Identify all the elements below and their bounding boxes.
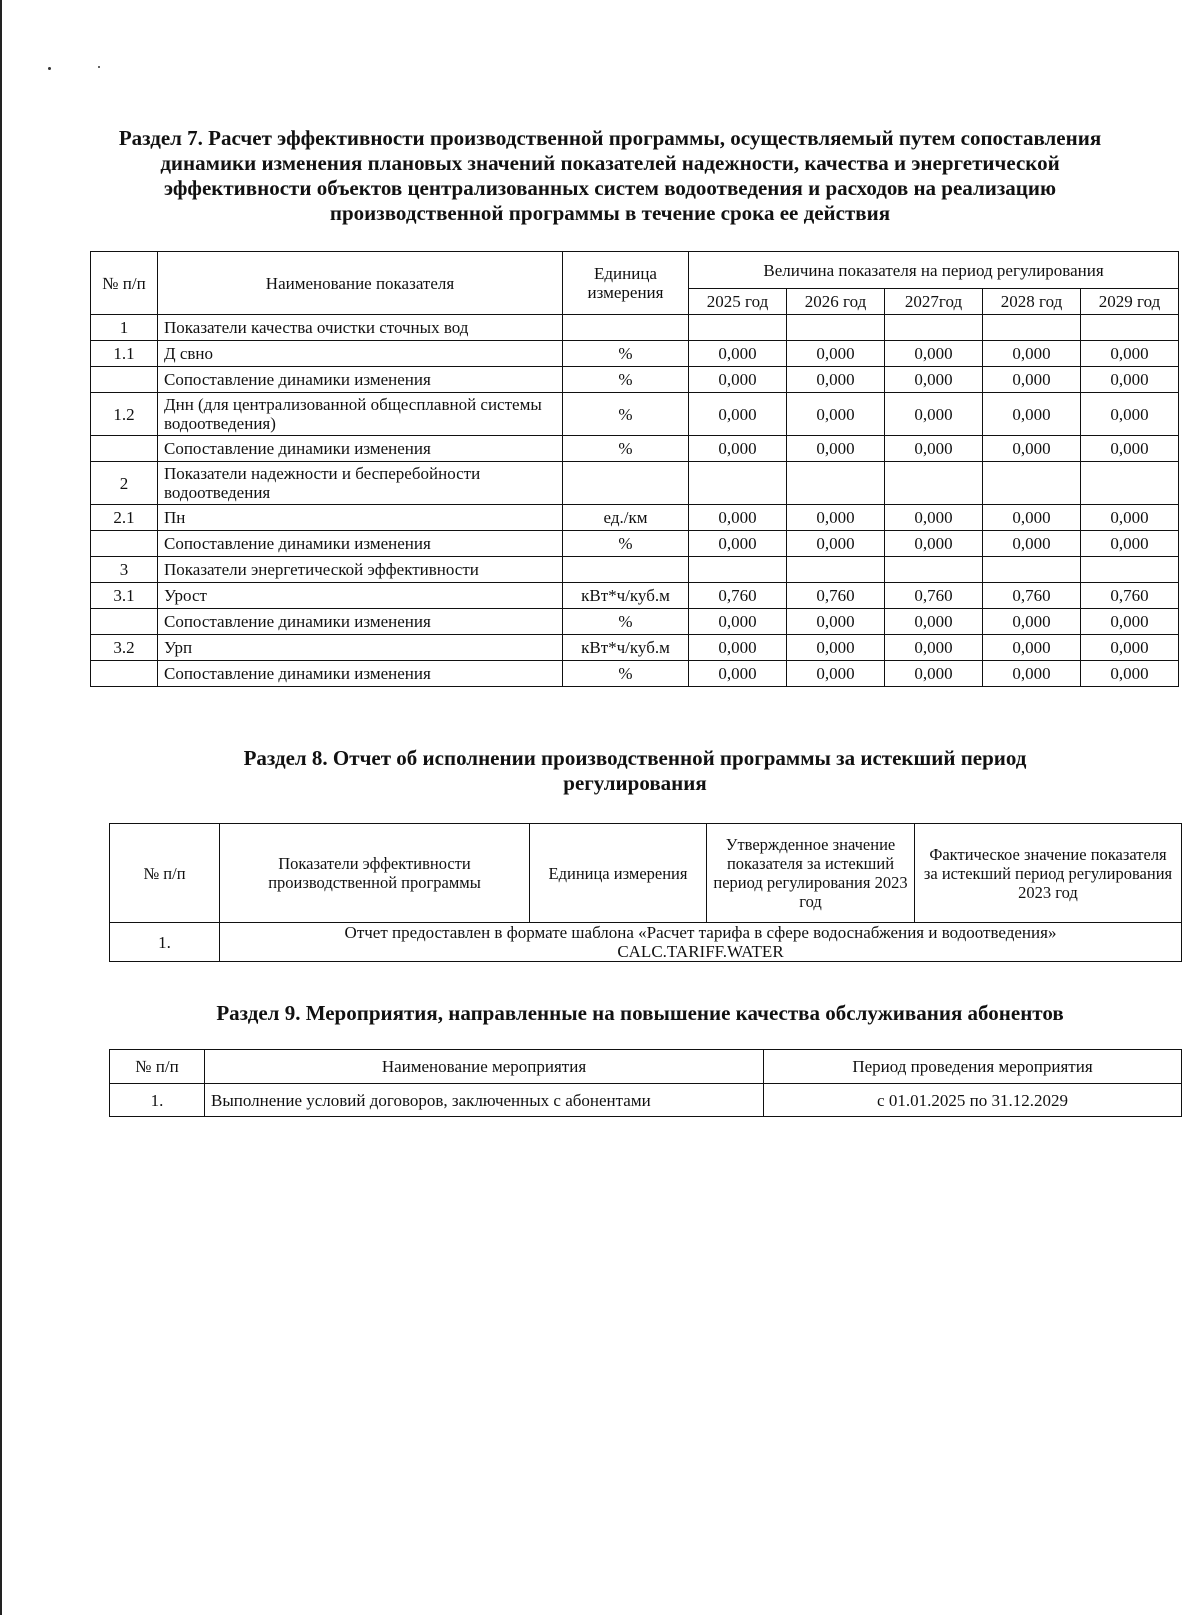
row-value (1081, 557, 1179, 583)
row-num (91, 661, 158, 687)
row-value: 0,000 (983, 436, 1081, 462)
header-year: 2029 год (1081, 289, 1179, 315)
table-row (91, 635, 1179, 661)
row-num (91, 367, 158, 393)
row-name: Выполнение условий договоров, заключенных с абонентами (205, 1084, 764, 1117)
row-name: Сопоставление динамики изменения (158, 367, 563, 393)
table-row (91, 436, 1179, 462)
row-unit: % (563, 609, 689, 635)
row-value: 0,000 (1081, 341, 1179, 367)
row-num (91, 609, 158, 635)
table-row (91, 609, 1179, 635)
row-value: 0,000 (885, 531, 983, 557)
row-value: 0,000 (787, 609, 885, 635)
row-value: 0,000 (983, 531, 1081, 557)
table-row (91, 462, 1179, 505)
row-value: 0,000 (1081, 609, 1179, 635)
scan-speck (98, 66, 100, 68)
header-year: 2025 год (689, 289, 787, 315)
row-name: Пн (158, 505, 563, 531)
row-value: 0,000 (787, 436, 885, 462)
row-name: Сопоставление динамики изменения (158, 531, 563, 557)
row-value: 0,000 (983, 341, 1081, 367)
header-num: № п/п (91, 252, 158, 315)
row-name: Урост (158, 583, 563, 609)
table-row (91, 583, 1179, 609)
scan-edge (0, 0, 2, 1615)
row-value: 0,000 (1081, 393, 1179, 436)
row-name: Д свно (158, 341, 563, 367)
header-num: № п/п (110, 1050, 205, 1084)
row-value: 0,000 (1081, 367, 1179, 393)
header-year: 2026 год (787, 289, 885, 315)
row-name: Сопоставление динамики изменения (158, 661, 563, 687)
section9-title: Раздел 9. Мероприятия, направленные на повышение качества обслуживания абонентов (216, 1001, 1064, 1025)
row-value: 0,760 (787, 583, 885, 609)
row-num: 1.2 (91, 393, 158, 436)
table-row (91, 531, 1179, 557)
table-row (110, 923, 1182, 962)
table-row (91, 341, 1179, 367)
row-name: Сопоставление динамики изменения (158, 436, 563, 462)
section9-table (109, 1049, 1182, 1117)
table-row (91, 367, 1179, 393)
table-row (91, 661, 1179, 687)
row-unit: кВт*ч/куб.м (563, 635, 689, 661)
header-num: № п/п (110, 824, 220, 923)
row-value (787, 462, 885, 505)
row-name: Сопоставление динамики изменения (158, 609, 563, 635)
row-unit: % (563, 367, 689, 393)
row-value: 0,000 (1081, 635, 1179, 661)
row-value (787, 557, 885, 583)
header-unit: Единица измерения (530, 824, 707, 923)
row-num: 2.1 (91, 505, 158, 531)
row-value: 0,000 (689, 505, 787, 531)
row-value: 0,000 (787, 505, 885, 531)
row-value: 0,000 (983, 393, 1081, 436)
row-value: 0,760 (983, 583, 1081, 609)
row-value: 0,000 (689, 367, 787, 393)
section8-table (109, 823, 1182, 962)
row-unit: % (563, 341, 689, 367)
row-num: 3 (91, 557, 158, 583)
row-value: 0,000 (885, 661, 983, 687)
row-value: 0,000 (787, 661, 885, 687)
row-value (787, 315, 885, 341)
row-name: Урп (158, 635, 563, 661)
row-value: 0,000 (885, 341, 983, 367)
row-value: 0,000 (787, 393, 885, 436)
row-value: 0,000 (983, 661, 1081, 687)
row-name: Показатели качества очистки сточных вод (158, 315, 563, 341)
row-value: 0,000 (689, 531, 787, 557)
row-value: 0,000 (689, 635, 787, 661)
row-num: 1. (110, 923, 220, 962)
row-unit: % (563, 531, 689, 557)
row-num (91, 436, 158, 462)
section8-title: Раздел 8. Отчет об исполнении производственной программы за истекший период регулирования (243, 746, 1027, 795)
row-value (885, 557, 983, 583)
row-value: 0,000 (983, 609, 1081, 635)
row-unit (563, 557, 689, 583)
row-unit: ед./км (563, 505, 689, 531)
row-value: 0,000 (885, 609, 983, 635)
row-value: 0,760 (689, 583, 787, 609)
table-row (91, 393, 1179, 436)
header-year: 2028 год (983, 289, 1081, 315)
row-unit: % (563, 661, 689, 687)
table-row (110, 1084, 1182, 1117)
row-value: 0,000 (885, 367, 983, 393)
header-indicator: Показатели эффективности производственной программы (220, 824, 530, 923)
row-unit (563, 462, 689, 505)
row-value (689, 462, 787, 505)
row-num (91, 531, 158, 557)
header-unit: Единица измерения (563, 252, 689, 315)
row-value: 0,000 (787, 367, 885, 393)
row-num: 1.1 (91, 341, 158, 367)
section7-title: Раздел 7. Расчет эффективности производственной программы, осуществляемый путем сопоставления динамики изменения плановых значений показателей надежности, качества и энергетической эффективности объектов централизованных систем водоотведения и расходов на реализацию производственной программы в течение срока ее действия (118, 126, 1102, 225)
row-value: 0,000 (885, 393, 983, 436)
row-value: 0,000 (983, 635, 1081, 661)
row-value: 0,000 (689, 436, 787, 462)
row-value: 0,000 (1081, 505, 1179, 531)
row-value (1081, 462, 1179, 505)
row-name: Показатели надежности и бесперебойности водоотведения (158, 462, 563, 505)
row-value (885, 462, 983, 505)
row-value: 0,000 (689, 661, 787, 687)
row-value: 0,000 (787, 341, 885, 367)
row-value: 0,000 (885, 436, 983, 462)
header-year: 2027год (885, 289, 983, 315)
row-value (689, 315, 787, 341)
row-unit (563, 315, 689, 341)
row-value: 0,000 (1081, 531, 1179, 557)
row-num: 3.1 (91, 583, 158, 609)
row-value (983, 557, 1081, 583)
section7-table (90, 251, 1179, 687)
row-value: 0,000 (689, 609, 787, 635)
header-approved: Утвержденное значение показателя за истекший период регулирования 2023 год (707, 824, 915, 923)
header-period: Величина показателя на период регулирования (689, 252, 1179, 289)
row-value: 0,000 (1081, 436, 1179, 462)
row-value (983, 315, 1081, 341)
row-value: 0,000 (689, 393, 787, 436)
row-unit: % (563, 393, 689, 436)
header-actual: Фактическое значение показателя за истекший период регулирования 2023 год (915, 824, 1182, 923)
row-value (1081, 315, 1179, 341)
row-value (885, 315, 983, 341)
row-value: 0,000 (1081, 661, 1179, 687)
row-value: 0,000 (983, 505, 1081, 531)
report-note: Отчет предоставлен в формате шаблона «Расчет тарифа в сфере водоснабжения и водоотведения» CALC.TARIFF.WATER (220, 923, 1182, 962)
row-value: 0,000 (885, 635, 983, 661)
header-name: Наименование мероприятия (205, 1050, 764, 1084)
table-row (91, 505, 1179, 531)
row-unit: кВт*ч/куб.м (563, 583, 689, 609)
row-num: 3.2 (91, 635, 158, 661)
row-value (689, 557, 787, 583)
row-period: с 01.01.2025 по 31.12.2029 (764, 1084, 1182, 1117)
table-row (91, 557, 1179, 583)
row-value: 0,000 (689, 341, 787, 367)
row-value: 0,000 (787, 531, 885, 557)
row-name: Днн (для централизованной общесплавной системы водоотведения) (158, 393, 563, 436)
row-num: 1. (110, 1084, 205, 1117)
row-value: 0,000 (787, 635, 885, 661)
row-value: 0,000 (983, 367, 1081, 393)
header-name: Наименование показателя (158, 252, 563, 315)
row-num: 2 (91, 462, 158, 505)
row-num: 1 (91, 315, 158, 341)
row-name: Показатели энергетической эффективности (158, 557, 563, 583)
header-period: Период проведения мероприятия (764, 1050, 1182, 1084)
row-value: 0,000 (885, 505, 983, 531)
scan-speck (48, 67, 51, 70)
row-value: 0,760 (1081, 583, 1179, 609)
row-unit: % (563, 436, 689, 462)
row-value: 0,760 (885, 583, 983, 609)
row-value (983, 462, 1081, 505)
table-row (91, 315, 1179, 341)
